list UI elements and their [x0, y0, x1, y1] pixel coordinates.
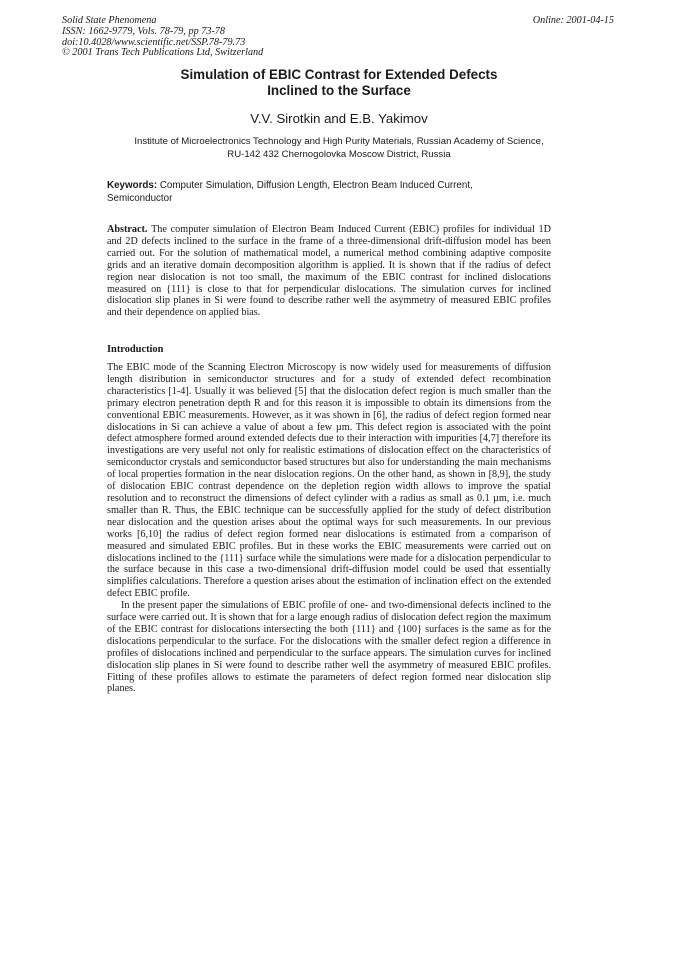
online-date: Online: 2001-04-15: [532, 15, 614, 26]
issn-line: ISSN: 1662-9779, Vols. 78-79, pp 73-78: [62, 25, 225, 37]
abstract-label: Abstract.: [107, 224, 148, 235]
publication-info: [62, 16, 263, 59]
copyright-line: © 2001 Trans Tech Publications Ltd, Switzerland: [62, 47, 264, 59]
paper-title: [0, 67, 678, 99]
introduction-heading: Introduction: [107, 344, 164, 355]
title-line-2: Inclined to the Surface: [267, 82, 411, 98]
journal-name: Solid State Phenomena: [62, 15, 157, 26]
abstract-text: The computer simulation of Electron Beam Induced Current (EBIC) profiles for individual 1D and 2D defects inclined to the surface in the frame of a three-dimensional drift-diffusion model has been carried out. For the solution of mathematical model, a numerical method combining adaptive composite grids and an iterative domain decomposition algorithm is applied. It is shown that if the radius of defect region near dislocation is not too small, the maximum of the EBIC contrast for inclined dislocations measured on {111} is close to that for perpendicular dislocations. The simulation curves for inclined dislocation slip planes in Si were found to describe rather well the asymmetry of measured EBIC profiles and their dependence on applied bias.: [107, 224, 551, 319]
intro-paragraph-1: The EBIC mode of the Scanning Electron Microscopy is now widely used for measurements of diffusion length distribution in semiconductor structures and for a study of extended defect recombination characteristics [1-4]. Usually it was believed [5] that the dislocation defect region is much smaller than the primary electron penetration depth R and for this reason it is impossible to obtain its dimensions from the conventional EBIC measurements. However, as it was shown in [6], the radius of defect region formed near dislocations in Si can achieve a value of about a few µm. This defect region is associated with the point defect atmosphere formed around extended defects due to their interaction with impurities [4,7] therefore its investigations are very useful not only for realistic estimations of dislocation effect on the characteristics of semiconductor crystals and semiconductor based structures but also for understanding the main mechanisms of local properties formation in the near dislocation regions. On the other hand, as shown in [8,9], the study of dislocation EBIC contrast dependence on the depletion region width allows to improve the spatial resolution and to reconstruct the dimensions of defect cylinder with a radius as small as 0.1 µm, i.e. much smaller than R. Thus, the EBIC technique can be successfully applied for the study of defect distribution near dislocation and the question arises about the optimal ways for such measurements. In our previous works [6,10] the radius of defect region formed near dislocations is estimated from a comparison of measured and simulated EBIC profiles. But in these works the EBIC measurements were carried out on dislocations inclined to the {111} surface while the simulations were made for a dislocation perpendicular to the surface because in this case a two-dimensional drift-diffusion model could be used that essentially simplifies calculations. Therefore a question arises about the estimation of inclination effect on the extended defect EBIC profile.: [107, 362, 551, 600]
introduction-body: [107, 362, 551, 695]
keywords-label: Keywords:: [107, 180, 158, 191]
keywords-text: Computer Simulation, Diffusion Length, Electron Beam Induced Current, Semiconductor: [107, 180, 473, 204]
title-line-1: Simulation of EBIC Contrast for Extended Defects: [180, 67, 498, 82]
keywords: [107, 180, 537, 206]
affiliation-line-1: Institute of Microelectronics Technology and High Purity Materials, Russian Academy of Science,: [134, 136, 544, 147]
abstract: [107, 224, 551, 319]
affiliation-line-2: RU-142 432 Chernogolovka Moscow District, Russia: [227, 148, 451, 160]
affiliation: [60, 136, 618, 161]
authors: V.V. Sirotkin and E.B. Yakimov: [250, 111, 428, 126]
intro-paragraph-2: In the present paper the simulations of EBIC profile of one- and two-dimensional defects inclined to the surface were carried out. It is shown that for a large enough radius of dislocation defect region the maximum of the EBIC contrast for dislocations intersecting the both {111} and {100} surfaces is the same as for the dislocations perpendicular to the surface. For the dislocations with the smaller defect region a difference in profiles of dislocations inclined and perpendicular to the surface appears. The simulation curves for inclined dislocation slip planes in Si were found to describe rather well the asymmetry of measured EBIC profiles. Fitting of these profiles allows to estimate the parameters of defect region formed near dislocation slip planes.: [107, 600, 551, 695]
doi-link[interactable]: doi:10.4028/www.scientific.net/SSP.78-79.73: [62, 36, 246, 48]
